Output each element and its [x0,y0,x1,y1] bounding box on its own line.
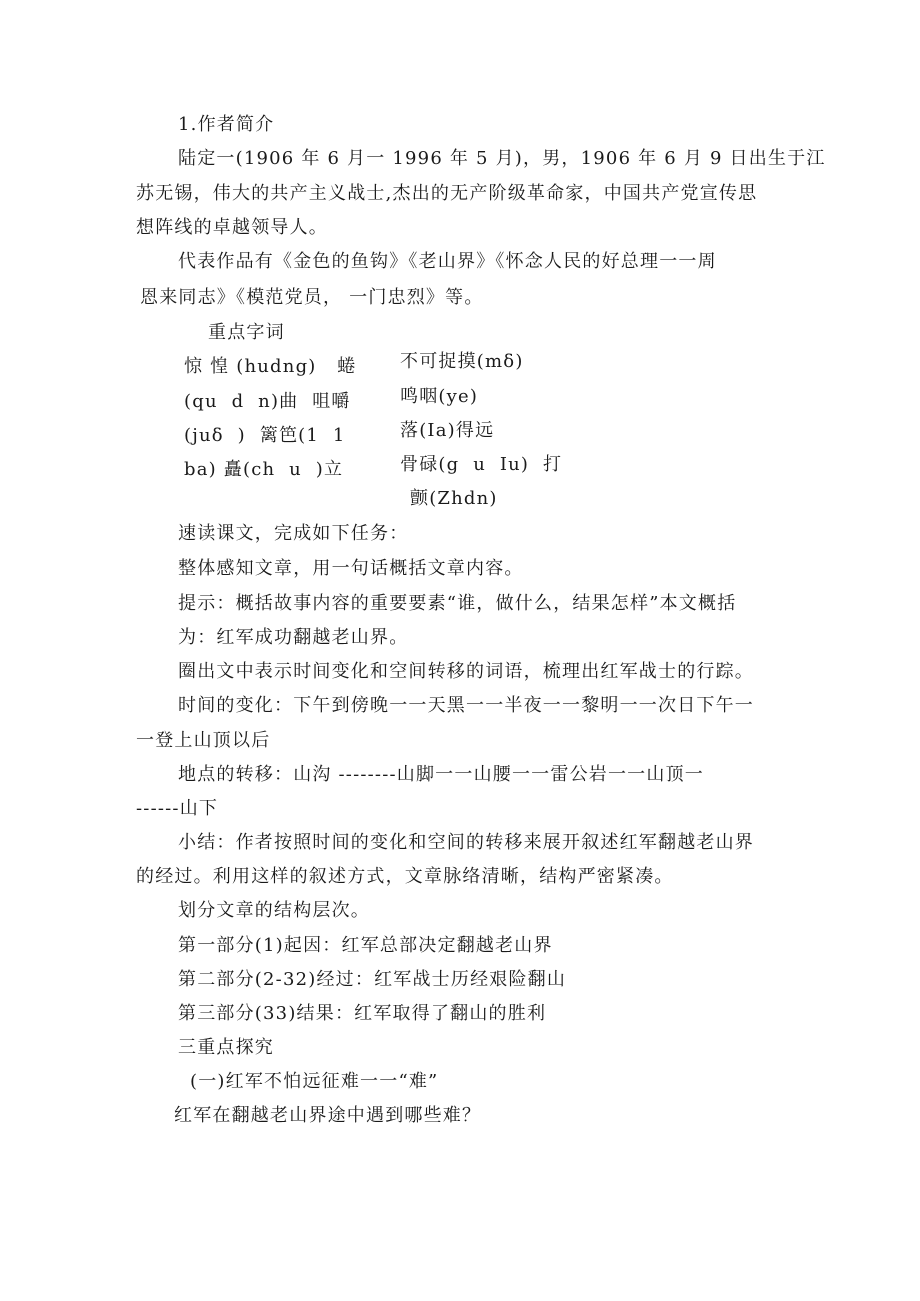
paragraph-line: 代表作品有《金色的鱼钩》《老山界》《怀念人民的好总理一一周 [178,251,717,272]
vocab-left-line: 惊 惶 (hudng) 蜷 [184,356,357,377]
paragraph-line: 圈出文中表示时间变化和空间转移的词语，梳理出红军战士的行踪。 [178,661,754,682]
paragraph-line: 第二部分(2-32)经过：红军战士历经艰险翻山 [178,969,567,990]
paragraph-line: 提示：概括故事内容的重要要素“谁，做什么，结果怎样”本文概括 [178,593,737,614]
vocab-left-line: ba) 矗(ch u )立 [184,459,344,480]
paragraph-line: 为：红军成功翻越老山界。 [178,627,409,648]
paragraph-line: 第一部分(1)起因：红军总部决定翻越老山界 [178,935,553,956]
vocab-left-line: (juδ ) 篱笆(1 1 [184,425,346,446]
paragraph-line: 恩来同志》《模范党员， 一门忠烈》等。 [140,287,484,308]
paragraph-line: 地点的转移：山沟 --------山脚一一山腰一一雷公岩一一山顶一 [178,764,704,785]
paragraph-line: ------山下 [136,798,219,819]
paragraph-line: 划分文章的结构层次。 [178,900,370,921]
subsection-heading: (一)红军不怕远征难一一“难” [190,1071,439,1092]
paragraph-line: 陆定一(1906 年 6 月一 1996 年 5 月)，男，1906 年 6 月 9 日出生于江 [178,148,826,169]
paragraph-line: 速读课文，完成如下任务： [178,523,409,544]
paragraph-line: 想阵线的卓越领导人。 [136,217,328,238]
paragraph-line: 苏无锡，伟大的共产主义战士,杰出的无产阶级革命家，中国共产党宣传思 [136,183,758,204]
vocab-right-line: 鸣咽(ye) [400,386,479,407]
paragraph-line: 第三部分(33)结果：红军取得了翻山的胜利 [178,1003,547,1024]
paragraph-line: 一登上山顶以后 [136,730,271,751]
paragraph-line: 整体感知文章，用一句话概括文章内容。 [178,558,524,579]
paragraph-line: 的经过。利用这样的叙述方式，文章脉络清晰，结构严密紧凑。 [136,866,674,887]
vocab-right-line: 落(Ia)得远 [400,420,495,441]
section-heading-author: 1.作者简介 [178,114,275,135]
section-heading-keywords: 重点字词 [208,322,285,343]
vocab-right-line: 骨碌(g u Iu) 打 [400,454,563,475]
paragraph-line: 小结：作者按照时间的变化和空间的转移来展开叙述红军翻越老山界 [178,832,754,853]
paragraph-line: 红军在翻越老山界途中遇到哪些难？ [174,1105,482,1126]
vocab-right-line: 颤(Zhdn) [410,488,498,509]
section-heading-focus: 三重点探究 [178,1037,274,1058]
vocab-right-line: 不可捉摸(mδ) [400,351,524,372]
vocab-left-line: (qu d n)曲 咀嚼 [184,391,351,412]
paragraph-line: 时间的变化：下午到傍晚一一天黑一一半夜一一黎明一一次日下午一 [178,695,754,716]
